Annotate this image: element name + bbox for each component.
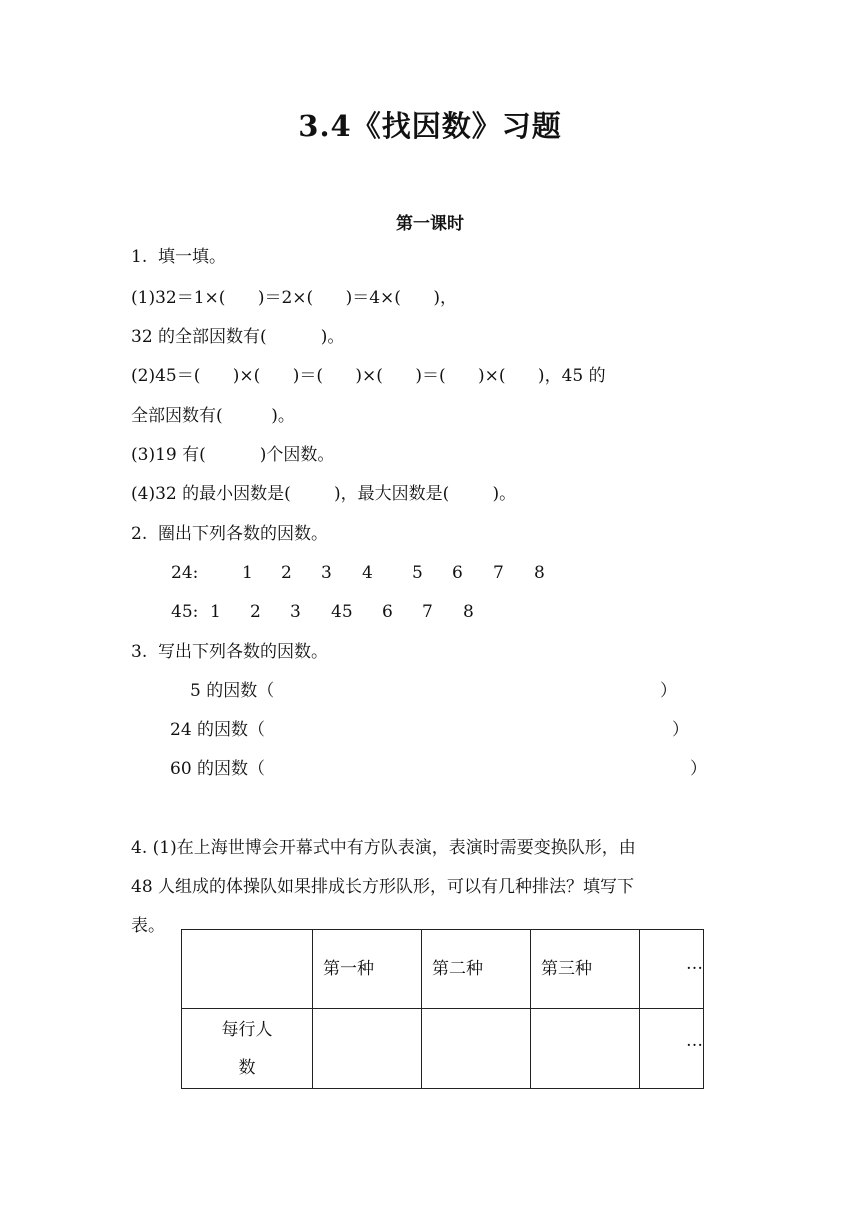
- q2-row1-number[interactable]: 3: [321, 563, 332, 583]
- q3-b-label: 24 的因数（: [170, 720, 266, 740]
- table-header-cell: 第一种: [313, 930, 422, 1009]
- table-header-row: [182, 930, 704, 1009]
- q2-row1-number[interactable]: 7: [493, 563, 504, 583]
- page-title: 3.4《找因数》习题: [298, 109, 562, 143]
- q3-a-close: ）: [660, 681, 677, 701]
- q2-row1-number[interactable]: 4: [362, 563, 373, 583]
- table-cell-input[interactable]: [313, 1009, 422, 1089]
- q2-row1-label: 24:: [171, 563, 199, 583]
- q4-line-3: 表。: [131, 916, 165, 936]
- q4-line-2: 48 人组成的体操队如果排成长方形队形，可以有几种排法？填写下: [131, 877, 635, 897]
- q2-row1-number[interactable]: 8: [534, 563, 545, 583]
- q2-row1-number[interactable]: 2: [281, 563, 292, 583]
- table-header-cell: [182, 930, 313, 1009]
- q3-c-label: 60 的因数（: [170, 759, 266, 779]
- table-cell-input[interactable]: [531, 1009, 640, 1089]
- table-cell-ellipsis: …: [640, 1009, 704, 1089]
- q2-row2-number[interactable]: 6: [382, 602, 393, 622]
- q3-c-close: ）: [690, 759, 707, 779]
- q1-line-1: (1)32＝1×( )＝2×( )＝4×( )，: [131, 288, 457, 308]
- table-header-cell: 第三种: [531, 930, 640, 1009]
- q3-heading: 3. 写出下列各数的因数。: [131, 642, 329, 662]
- q2-row1-number[interactable]: 6: [452, 563, 463, 583]
- q3-a-label: 5 的因数（: [190, 681, 275, 701]
- q2-row1-number[interactable]: 5: [412, 563, 423, 583]
- row-label-per-row-count: [182, 1009, 313, 1089]
- q1-line-6: (4)32 的最小因数是( )，最大因数是( )。: [131, 484, 517, 504]
- q1-line-5: (3)19 有( )个因数。: [131, 445, 335, 465]
- q1-line-4: 全部因数有( )。: [131, 406, 295, 426]
- q1-line-3: (2)45＝( )×( )＝( )×( )＝( )×( )，45 的: [131, 366, 606, 386]
- table-header-cell: 第二种: [422, 930, 531, 1009]
- q2-row2-label: 45:: [171, 602, 199, 622]
- q2-row2-number[interactable]: 2: [250, 602, 261, 622]
- arrangement-table: [181, 929, 704, 1089]
- table-header-ellipsis: …: [640, 930, 704, 1009]
- q2-row2-number[interactable]: 7: [422, 602, 433, 622]
- q1-line-2: 32 的全部因数有( )。: [131, 327, 345, 347]
- row-label-text: 每行人数: [221, 1020, 273, 1078]
- q4-line-1: 4. (1)在上海世博会开幕式中有方队表演，表演时需要变换队形，由: [131, 838, 636, 858]
- q2-row2-number[interactable]: 8: [463, 602, 474, 622]
- q2-row1-number[interactable]: 1: [242, 563, 253, 583]
- q2-row2-number[interactable]: 45: [331, 602, 353, 622]
- q2-row2-number[interactable]: 1: [210, 602, 221, 622]
- q1-heading: 1. 填一填。: [131, 247, 227, 267]
- table-row: [182, 1009, 704, 1089]
- q3-b-close: ）: [672, 720, 689, 740]
- q2-row2-number[interactable]: 3: [290, 602, 301, 622]
- table-cell-input[interactable]: [422, 1009, 531, 1089]
- section-subtitle: 第一课时: [396, 214, 464, 234]
- q2-heading: 2. 圈出下列各数的因数。: [131, 524, 329, 544]
